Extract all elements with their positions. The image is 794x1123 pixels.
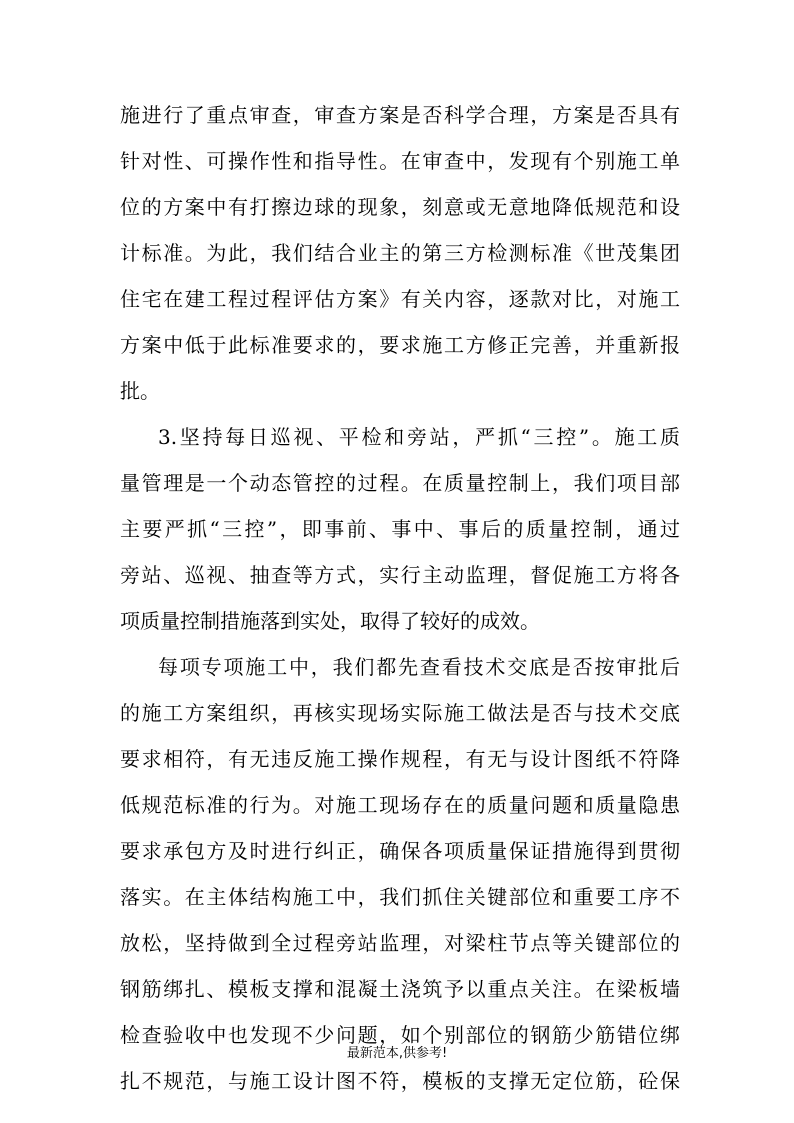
body-line: 计标准。为此，我们结合业主的第三方检测标准《世茂集团: [120, 241, 680, 265]
page-footer: 最新范本,供参考!: [346, 1046, 448, 1061]
body-line: 每项专项施工中，我们都先查看技术交底是否按审批后: [158, 655, 680, 679]
body-line: 要求相符，有无违反施工操作规程，有无与设计图纸不符降: [120, 747, 680, 771]
body-text: [120, 92, 680, 1104]
body-line: 要求承包方及时进行纠正，确保各项质量保证措施得到贯彻: [120, 839, 680, 863]
body-line: 放松，坚持做到全过程旁站监理，对梁柱节点等关键部位的: [120, 931, 680, 955]
body-line: 施进行了重点审查，审查方案是否科学合理，方案是否具有: [120, 103, 680, 127]
body-line: 检查验收中也发现不少问题，如个别部位的钢筋少筋错位绑: [120, 1023, 680, 1047]
body-line: 方案中低于此标准要求的，要求施工方修正完善，并重新报: [120, 333, 680, 357]
body-line: 针对性、可操作性和指导性。在审查中，发现有个别施工单: [120, 149, 680, 173]
body-line: 项质量控制措施落到实处，取得了较好的成效。: [120, 609, 540, 633]
body-line: 扎不规范，与施工设计图不符，模板的支撑无定位筋，砼保: [120, 1069, 680, 1093]
body-line: 的施工方案组织，再核实现场实际施工做法是否与技术交底: [120, 701, 680, 725]
body-line: 量管理是一个动态管控的过程。在质量控制上，我们项目部: [120, 471, 680, 495]
body-line: 3.坚持每日巡视、平检和旁站，严抓“三控”。施工质: [158, 425, 680, 449]
body-line: 低规范标准的行为。对施工现场存在的质量问题和质量隐患: [120, 793, 680, 817]
body-line: 主要严抓“三控”，即事前、事中、事后的质量控制，通过: [120, 517, 680, 541]
body-line: 钢筋绑扎、模板支撑和混凝土浇筑予以重点关注。在梁板墙: [120, 977, 680, 1001]
body-line: 落实。在主体结构施工中，我们抓住关键部位和重要工序不: [120, 885, 680, 909]
body-line: 位的方案中有打擦边球的现象，刻意或无意地降低规范和设: [120, 195, 680, 219]
body-line: 批。: [120, 379, 160, 403]
body-line: 住宅在建工程过程评估方案》有关内容，逐款对比，对施工: [120, 287, 680, 311]
body-line: 旁站、巡视、抽查等方式，实行主动监理，督促施工方将各: [120, 563, 680, 587]
